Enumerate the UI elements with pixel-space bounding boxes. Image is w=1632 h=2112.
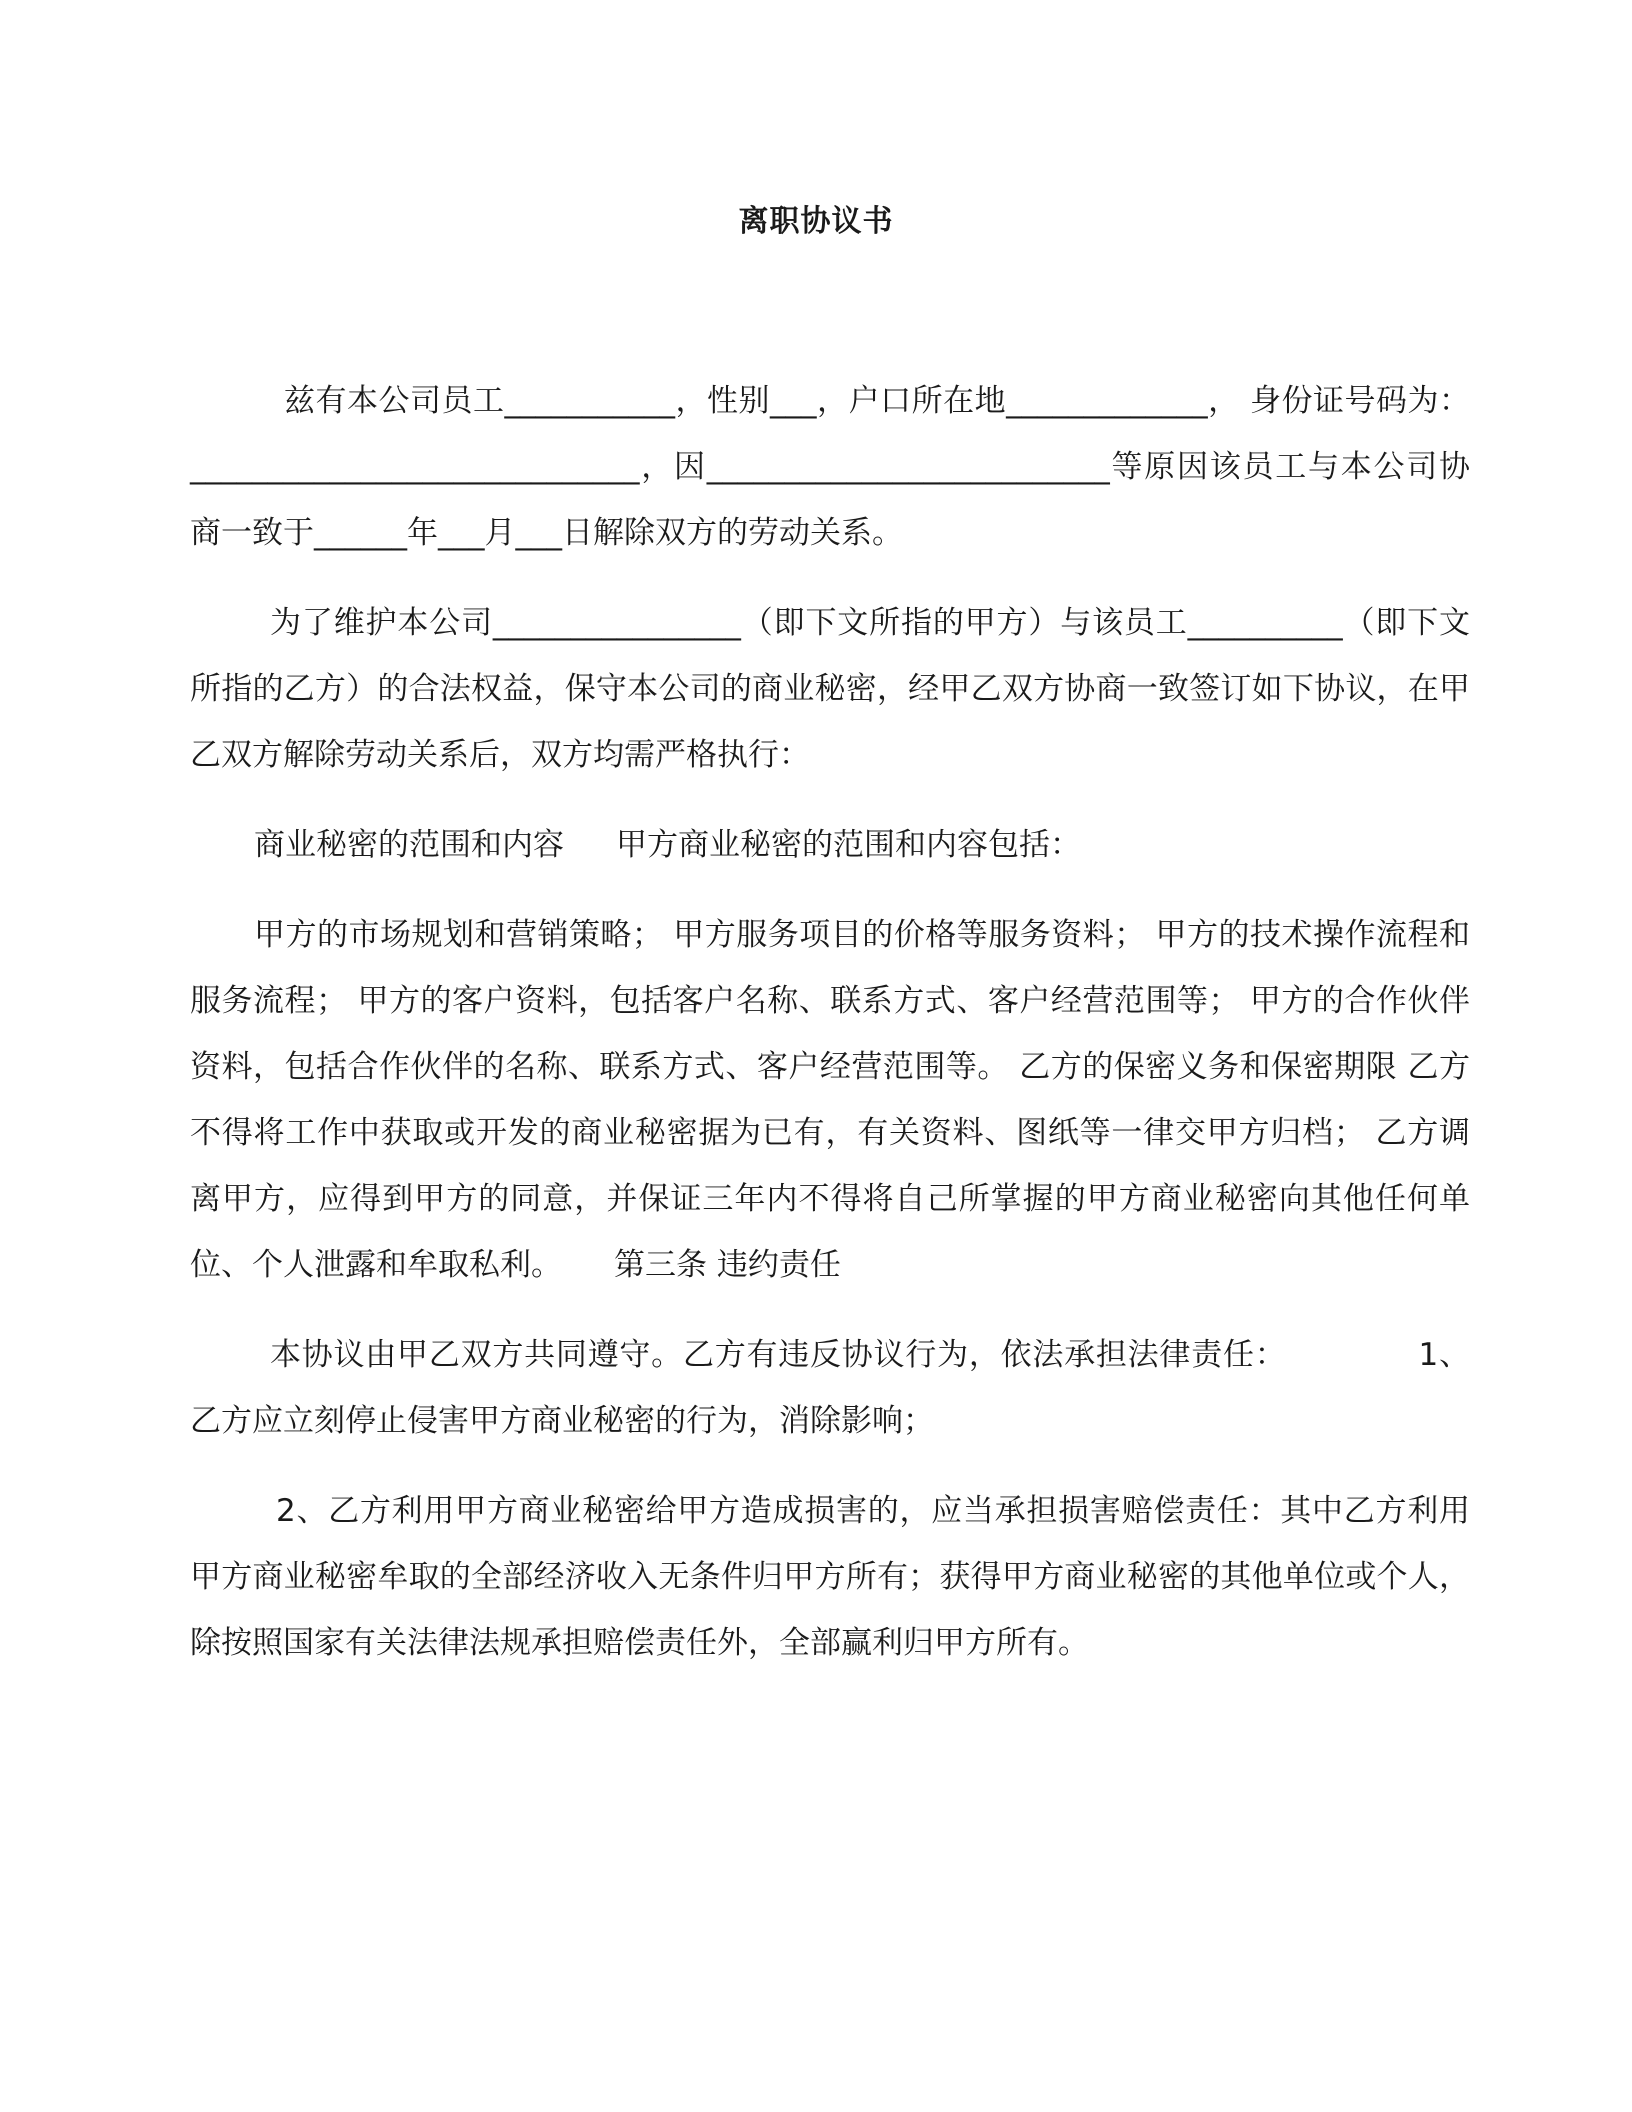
paragraph-liability-item-2: 2、乙方利用甲方商业秘密给甲方造成损害的，应当承担损害赔偿责任：其中乙方利用甲方商业秘密牟取的全部经济收入无条件归甲方所有；获得甲方商业秘密的其他单位或个人，除按照国家有关法律法规承担赔偿责任外，全部赢利归甲方所有。 <box>190 1493 1470 1661</box>
secret-scope-heading: 商业秘密的范围和内容 <box>254 827 564 863</box>
document-title: 离职协议书 <box>738 204 894 239</box>
article-three-heading: 第三条 违约责任 <box>614 1247 841 1283</box>
secret-scope-details: 甲方的市场规划和营销策略； 甲方服务项目的价格等服务资料； 甲方的技术操作流程和服务流程； 甲方的客户资料，包括客户名称、联系方式、客户经营范围等； 甲方的合作伙伴资料，包括合作伙伴的名称、联系方式、客户经营范围等。 乙方的保密义务和保密期限 乙方不得将工作中获取或开发的商业秘密据为已有，有关资料、图纸等一律交甲方归档； 乙方调离甲方，应得到甲方的同意，并保证三年内不得将自己所掌握的甲方商业秘密向其他任何单位、个人泄露和牟取私利。 <box>190 917 1470 1283</box>
paragraph-secret-scope-heading <box>190 812 1470 878</box>
paragraph-liability <box>190 1322 1470 1454</box>
secret-scope-intro: 甲方商业秘密的范围和内容包括： <box>616 827 1081 863</box>
liability-intro: 本协议由甲乙双方共同遵守。乙方有违反协议行为，依法承担法律责任： <box>270 1337 1287 1373</box>
paragraph-purpose: 为了维护本公司________________（即下文所指的甲方）与该员工__________（即下文所指的乙方）的合法权益，保守本公司的商业秘密，经甲乙双方协商一致签订如下协议，在甲乙双方解除劳动关系后，双方均需严格执行： <box>190 605 1470 773</box>
paragraph-employee-info: 兹有本公司员工___________，性别___，户口所在地_____________， 身份证号码为：_____________________________，因__________________________等原因该员工与本公司协商一致于______年___月___日解除双方的劳动关系。 <box>190 383 1470 551</box>
liability-item-1: 1、乙方应立刻停止侵害甲方商业秘密的行为，消除影响； <box>190 1337 1470 1439</box>
paragraph-secret-scope-details <box>190 902 1470 1298</box>
document-body <box>190 368 1470 1676</box>
